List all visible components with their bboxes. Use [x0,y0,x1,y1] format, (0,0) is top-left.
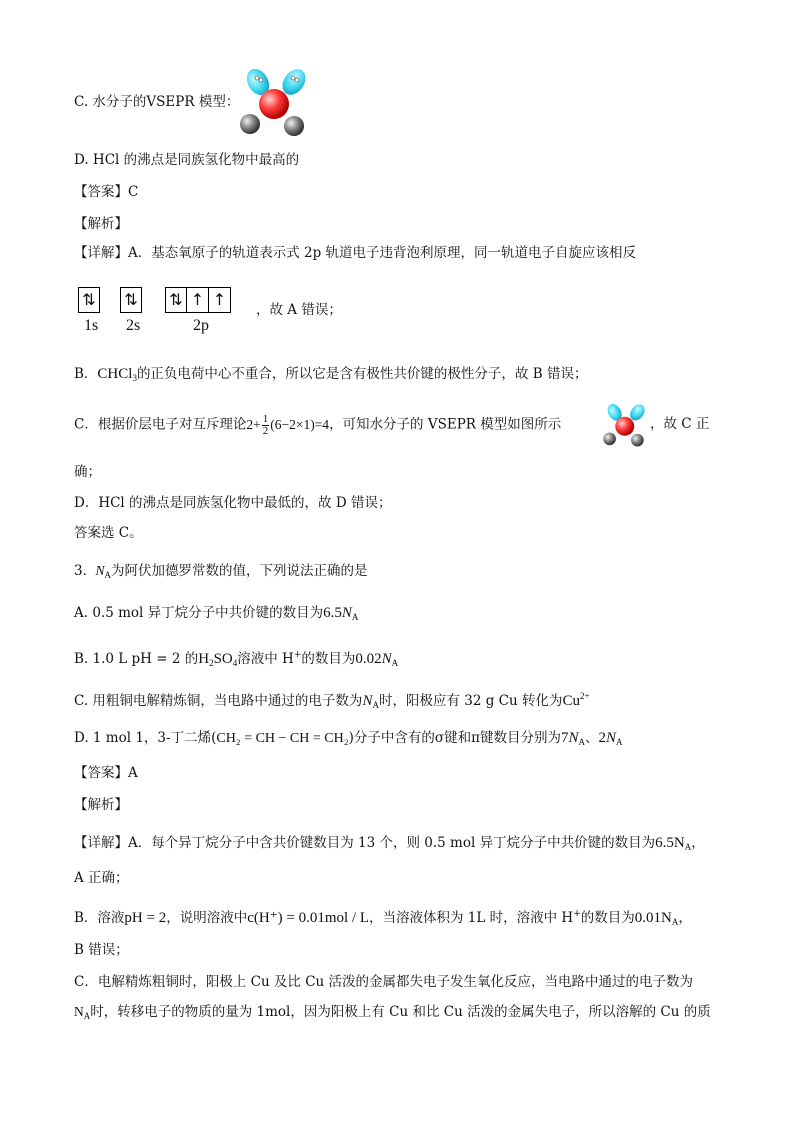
expr-pre: 2+ [246,416,261,432]
detail-c-cont-text: 确； [74,464,101,480]
option-c [74,92,239,112]
na-sub: A [391,658,399,668]
orbital-box: ↑ [187,287,209,313]
q3-option-d-v1: 7 [560,730,569,746]
na-main: N [568,730,579,746]
answer-label: 【答案】A [74,765,138,781]
detail-a-q3-cont [74,868,129,888]
na-sub: A [104,570,111,580]
cu-ion [562,693,589,709]
q3-option-c-text: C. 用粗铜电解精炼铜，当电路中通过的电子数为 [74,693,363,709]
detail-c-q2 [74,414,561,437]
vsepr-model-small [602,402,650,448]
analysis-label: 【解析】 [74,797,128,813]
na-symbol [95,563,111,578]
q3-option-c-mid: 时，阳极应有 32 g Cu 转化为 [378,693,563,709]
fraction [262,414,270,437]
vsepr-model-large [238,66,314,138]
detail-a-q2 [74,243,636,263]
chcl3-sub: 3 [132,373,137,383]
na-plain [74,1004,90,1019]
orbital-2s [120,287,142,313]
analysis-q3 [74,795,128,815]
orbital-label-2p: 2p [193,317,209,334]
detail-b-rest: 的正负电荷中心不重合，所以它是含有极性共价键的极性分子，故 B 错误； [136,366,588,382]
detail-c-2-text: 时，转移电子的物质的量为 1mol，因为阳极上有 Cu 和比 Cu 活泼的金属失电子，所以溶解的 Cu 的质 [90,1004,711,1020]
orbital-box: ⇅ [165,287,187,313]
fraction-num: 1 [262,413,269,425]
cu-main: Cu [562,693,580,709]
val-6-5na [655,835,691,851]
q3-stem [74,561,368,585]
detail-c-1-text: C．电解精炼粗铜时，阳极上 Cu 及比 Cu 活泼的金属都失电子发生氧化反应，当电路中通过的电子数为 [74,974,694,990]
orbital-label-2s: 2s [126,317,141,334]
na-sub: A [83,1011,91,1021]
option-d [74,150,299,170]
val-0-01na [635,910,679,926]
q3-option-d-sep: 、 [584,730,599,746]
val-sub: A [684,842,692,852]
detail-c-tail [650,414,709,434]
chcl3-main: CHCl [97,366,133,382]
analysis-q2 [74,214,128,234]
na-main: N [74,1004,84,1019]
na-sub: A [616,737,623,747]
orbital-box: ↑ [209,287,231,313]
na-symbol [382,651,399,667]
detail-a-tail-text: ，故 A 错误； [256,302,342,318]
detail-c-prefix: C．根据价层电子对互斥理论 [74,416,247,433]
detail-b-cont-text: B 错误； [74,942,129,958]
comma: ， [678,910,692,926]
comma: ， [691,835,705,851]
detail-b-pre: B．溶液 [74,910,125,926]
na-symbol [342,605,359,621]
val-main: 0.01N [634,910,672,926]
detail-c-tail-text: ，故 C 正 [650,416,710,432]
h-concentration: c(H⁺) = 0.01mol / L [247,910,369,926]
detail-b-prefix: B． [74,366,98,382]
na-main: N [362,693,373,709]
answer-q3 [74,763,138,783]
na-symbol [606,730,623,746]
detail-a-text: 【详解】A．每个异丁烷分子中含共价键数目为 13 个，则 0.5 mol 异丁烷分子中共价键的数目为 [74,835,656,851]
q3-option-d-v2: 2 [598,730,606,746]
detail-c-q3 [74,972,693,992]
vsepr-expression [246,413,330,437]
val-sub: A [671,917,679,927]
cu-sup: 2+ [579,691,590,701]
detail-c-mid: ，可知水分子的 VSEPR 模型如图所示 [329,416,562,433]
orbital-1s [78,287,100,313]
detail-b-mid3: 的数目为 [580,910,635,926]
q3-option-b-val: 0.02 [355,651,382,667]
chcl3-formula [97,366,137,382]
orbital-box: ⇅ [120,287,142,313]
orbital-box: ⇅ [78,287,100,313]
q3-option-d-text: D. 1 mol 1，3-丁二烯( [74,730,217,746]
answer-label: 【答案】C [74,184,139,200]
na-symbol [568,730,585,746]
choose-text: 答案选 C。 [74,525,143,541]
answer-q2 [74,182,138,202]
fraction-den: 2 [262,425,269,437]
detail-a-q3 [74,833,705,857]
q3-option-b-text: B. 1.0 L pH = 2 的 [74,651,199,667]
na-sub: A [351,612,359,622]
detail-b-q3-cont [74,940,129,960]
na-symbol [362,693,379,709]
detail-b-mid2: ，当溶液体积为 1L 时，溶液中 H [369,910,574,926]
val-main: 6.5N [655,835,685,851]
na-main: N [95,563,105,578]
choose-q2 [74,523,143,543]
na-main: N [381,651,392,667]
q3-option-b: B. 1.0 L pH = 2 的$H_2SO_4$溶液中 H+的数目为$0.02N_A$ [74,650,399,668]
q3-option-d-mid: )分子中含有的σ键和π键数目分别为 [348,730,561,746]
butadiene-formula: CH₂ = CH − CH = CH₂ [216,731,349,746]
na-main: N [341,605,352,621]
detail-b-q2 [74,364,587,388]
q3-option-a [74,603,358,627]
detail-c-cont [74,462,101,482]
h2so4-formula: $H_2SO_4$ [198,651,238,668]
detail-c-q3-cont [74,1002,711,1026]
orbital-2p [165,287,231,313]
detail-b-q3: B．溶液pH = 2，说明溶液中c(H⁺) = 0.01mol / L，当溶液体积为 1L 时，溶液中 H+的数目为$0.01N_A$， [74,909,692,927]
orbital-label-1s: 1s [84,317,99,334]
na-main: N [605,730,616,746]
analysis-label: 【解析】 [74,216,128,232]
detail-a-cont-text: A 正确； [74,870,129,886]
option-c-text: C. 水分子的VSEPR 模型： [74,94,240,110]
q3-option-c [74,686,590,715]
option-d-text: D. HCl 的沸点是同族氢化物中最高的 [74,152,300,168]
q3-option-a-text: A. 0.5 mol 异丁烷分子中共价键的数目为 [74,605,324,621]
ph-value: pH = 2 [124,910,167,926]
detail-a-tail [256,300,342,320]
q3-number: 3. [74,563,87,579]
expr-post: (6−2×1)=4 [270,416,330,432]
na-sub: A [372,700,379,710]
q3-option-d [74,728,623,752]
detail-d-text: D．HCl 的沸点是同族氢化物中最低的，故 D 错误； [74,495,392,511]
detail-a-text: 【详解】A．基态氧原子的轨道表示式 2p 轨道电子违背泡利原理，同一轨道电子自旋应该相反 [74,245,637,261]
detail-b-mid: ，说明溶液中 [166,910,248,926]
q3-option-b-mid2: 的数目为 [301,651,356,667]
q3-option-b-mid: 溶液中 H [237,651,294,667]
q3-stem-text: 为阿伏加德罗常数的值，下列说法正确的是 [111,563,368,579]
na-sub: A [578,737,585,747]
detail-d-q2 [74,493,391,513]
q3-option-a-val: 6.5 [323,605,342,621]
